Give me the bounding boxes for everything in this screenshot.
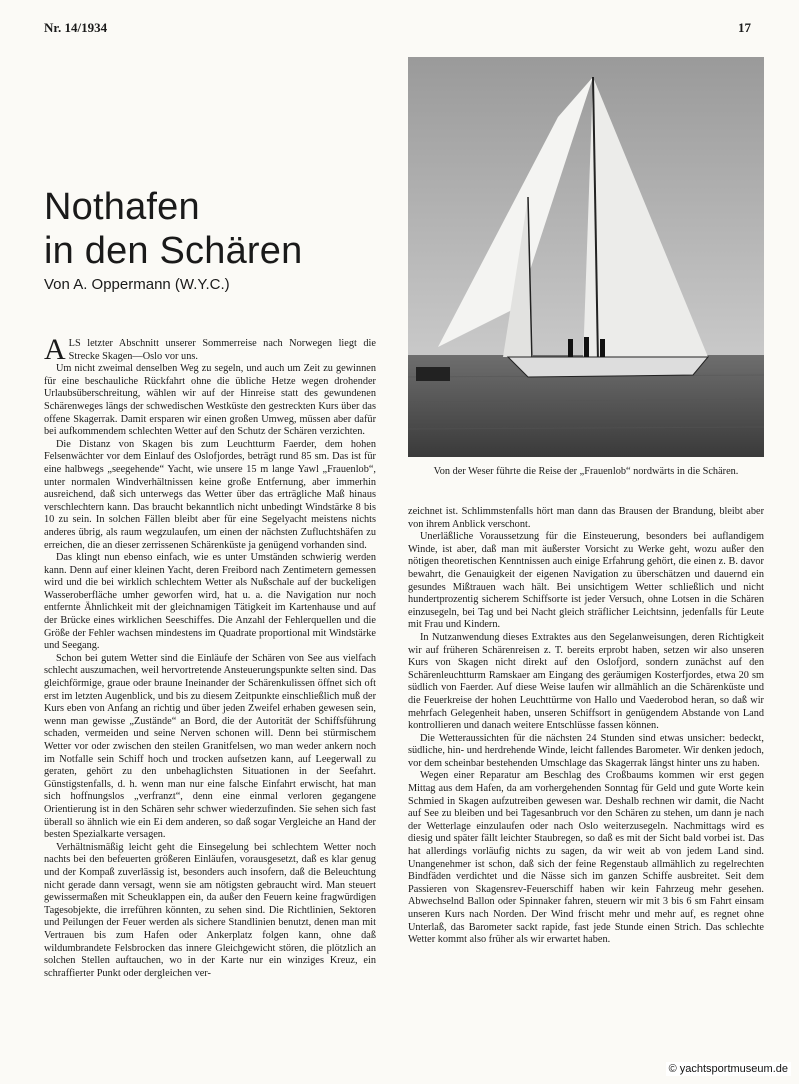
- article-title: [44, 185, 374, 273]
- paragraph: Die Distanz von Skagen bis zum Leuchtturm Faerder, dem hohen Felsenwächter vor dem Einlauf des Oslofjordes, beträgt rund 85 sm. Das ist für eine halbwegs „seegehende“ Yacht, wie unsere 15 m lange Yawl „Frauenlob“, unter normalen Windverhältnissen keine große Entfernung, aber immerhin ausreichend, daß sich unterwegs das Wetter über das erträgliche Maß hinaus verschlechtern kann. Das braucht bekanntlich nicht unbedingt Windstärke 8 bis 10 zu sein. In solchen Fällen bleibt aber für eine Segelyacht meistens nichts anderes übrig, als raum wegzulaufen, um einen der nächsten Zufluchtshäfen zu erreichen, die an dieser zerrissenen Schärenküste ja genügend vorhanden sind.: [44, 438, 376, 551]
- yacht-illustration: [408, 57, 764, 457]
- yacht-photo: [408, 57, 764, 457]
- title-line-2: in den Schären: [44, 230, 303, 273]
- page-number: 17: [738, 20, 751, 35]
- paragraph: Das klingt nun ebenso einfach, wie es unter Umständen schwierig werden kann. Denn auf einer kleinen Yacht, deren Freibord nach Zentimetern gemessen wird und die bei wirklich schlechtem Wetter als Nußschale auf der buckeligen Wasseroberfläche umher geworfen wird, hat u. a. die Navigation nur noch entfernte Ähnlichkeit mit der gleichnamigen Tätigkeit im Kartenhause und auf der Brücke eines wirklichen Seeschiffes. Die Anzahl der Fehlerquellen und die Größe der Fehler wachsen mindestens im Quadrate proportional mit Windstärke und Seegang.: [44, 552, 376, 652]
- paragraph: zeichnet ist. Schlimmstenfalls hört man dann das Brausen der Brandung, bleibt aber von ihrem Anblick verschont.: [408, 506, 764, 530]
- text-column-right: [408, 506, 764, 1061]
- paragraph: Um nicht zweimal denselben Weg zu segeln, und auch um Zeit zu gewinnen für eine beschauliche Rückfahrt ohne die übliche Hetze wegen drohender Urlaubsüberschreitung, wählen wir auf der Hinreise statt des gewundenen Schärenweges längs der schwedischen Westküste den gestreckten Kurs über das offene Skagerrak. Damit ersparen wir einen großen Umweg, müssen aber dafür bei aufkommendem schlechten Wetter auf den Schutz der Schären verzichten.: [44, 363, 376, 438]
- paragraph: Wegen einer Reparatur am Beschlag des Croßbaums kommen wir erst gegen Mittag aus dem Hafen, da am vorhergehenden Sonntag für Geld und gute Worte kein Schmied in Skagen aufzutreiben gewesen war. Deshalb rechnen wir damit, die Nacht auf See zu bleiben und bei Tagesanbruch vor den Schären zu stehen, um dann je nach der Wetterlage einzulaufen oder nach Oslo weiterzusegeln. Nachmittags wird es diesig und später fällt leichter Staubregen, so daß es mit der Sicht bald vorbei ist. Das hat allerdings vorläufig nichts zu sagen, da wir weit ab von jedem Land sind. Unangenehmer ist schon, daß sich der feine Regenstaub allmählich zu regelrechten Bindfäden verdichtet und die Nässe sich im ganzen Schiffe ausbreitet. Seit dem Passieren von Skagensrev-Feuerschiff haben wir kein Fahrzeug mehr gesehen. Abwechselnd Ballon oder Spinnaker fahren, steuern wir mit 3 bis 6 sm Fahrt einsam unseren Kurs nach Norden. Der Wind frischt mehr und mehr auf, es regnet ohne Unterlaß, das Barometer sackt rapide, fast jede Stunde einen Strich. Das schlechte Wetter kommt also früher als wir erwartet haben.: [408, 770, 764, 946]
- byline: Von A. Oppermann (W.Y.C.): [44, 276, 230, 293]
- paragraph-text: LS letzter Abschnitt unserer Sommerreise nach Norwegen liegt die Strecke Skagen—Oslo vor uns.: [68, 338, 376, 362]
- photo-caption: Von der Weser führte die Reise der „Frauenlob“ nordwärts in die Schären.: [433, 466, 739, 477]
- paragraph: [44, 338, 376, 366]
- title-line-1: Nothafen: [44, 186, 200, 229]
- paragraph: Unerläßliche Voraussetzung für die Einsteuerung, besonders bei auflandigem Winde, ist aber, daß man mit äußerster Vorsicht zu Werke geht, wozu außer den nötigen theoretischen Kenntnissen auch einige Erfahrung gehört, die einen z. B. davor bewahrt, die Genauigkeit der eigenen Navigation zu überschätzen und dauernd ein gesundes Mißtrauen wach hält. Bei unsichtigem Wetter schließlich und nicht hundertprozentig sicherem Schiffsorte ist jeder Versuch, ohne Lotsen in die Schären einzusegeln, bei Tag und bei Nacht gleich sträflicher Leichtsinn, jedenfalls für Leute mit Frau und Kindern.: [408, 531, 764, 631]
- paragraph: Schon bei gutem Wetter sind die Einläufe der Schären von See aus vielfach schlecht auszumachen, weil hervortretende Ansteuerungspunkte selten sind. Das gleichförmige, graue oder braune Ineinander der Schärenkulissen öffnet sich oft erst im letzten Augenblick, und bis zu diesem Zeitpunkte einschließlich muß der Kurs eben von Anfang an richtig und über jeden Zweifel erhaben gewesen sein, wenn man gewisse „Zustände“ an Bord, die der Autorität der Schiffsführung schaden, vermeiden und seine Nerven schonen will. Denn bei stürmischem Wetter vor oder zwischen den steilen Granitfelsen, wo man weder ankern noch im Notfalle sein Schiff hoch und trocken aufsetzen kann, auf Leegerwall zu geraten, gehört zu den unbehaglichsten Situationen in der Seefahrt. Günstigstenfalls, d. h. wenn man nur eine falsche Einfahrt erwischt, hat man sich hoffnungslos „verfranzt“, denn eine einmal verloren gegangene Orientierung ist in den Schären sehr schwer wiederzufinden. Sie sehen sich fast überall so ähnlich wie ein Ei dem anderen, so daß sogar Vergleiche an Hand der besten Spezialkarte versagen.: [44, 652, 376, 841]
- paragraph: Die Wetteraussichten für die nächsten 24 Stunden sind etwas unsicher: bedeckt, südliche, hin- und herdrehende Winde, leicht fallendes Barometer. Wir denken jedoch, vor dem scheinbar bestehenden Umschlage das Skagerrak längst hinter uns zu haben.: [408, 732, 764, 769]
- paragraph: In Nutzanwendung dieses Extraktes aus den Segelanweisungen, deren Richtigkeit wir auf früheren Schärenreisen z. T. bereits erprobt haben, setzen wir also unseren Kurs von Skagen nicht direkt auf den Oslofjord, sondern zunächst auf den Schärenleuchtturm Ramskaer am Eingang des geräumigen Kosterfjordes, etwa 20 sm südlich von Faerder. Auf diese Weise laufen wir allmählich an die Schärenküste und die Feuerkreise der hohen Leuchttürme von Hallo und Vaederobod heran, so daß wir mehrfach Gelegenheit haben, unseren Schiffsort in genügendem Abstande von Land kontrollieren und danach weitere Entschlüsse fassen können.: [408, 631, 764, 732]
- paragraph: Verhältnismäßig leicht geht die Einsegelung bei schlechtem Wetter noch nachts bei den befeuerten größeren Einläufen, vorausgesetzt, daß es klar genug und der Kompaß zuverlässig ist, besonders auch insofern, daß die Beleuchtung nicht gerade dann versagt, wenn sie am nötigsten gebraucht wird. Man steuert gewissermaßen mit Scheuklappen ein, da außer den Feuern keine fragwürdigen Tagesobjekte, die irreführen könnten, zu sehen sind. Die Richtlinien, Sektoren und Peilungen der Feuer werden als sichere Standlinien benutzt, denen man mit Vertrauen bis zum Hafen oder Ankerplatz folgen kann, ohne daß wildumbrandete Felsbrocken das innere Gleichgewicht stören, die plötzlich an solchen Stellen auftauchen, wo in der Karte nur ein winziges Kreuz, ein schraffierter Punkt oder dergleichen ver-: [44, 841, 376, 979]
- issue-number: Nr. 14/1934: [44, 20, 108, 35]
- drop-cap: A: [44, 338, 66, 366]
- text-column-left: [44, 338, 376, 1058]
- watermark-credit[interactable]: © yachtsportmuseum.de: [666, 1062, 791, 1076]
